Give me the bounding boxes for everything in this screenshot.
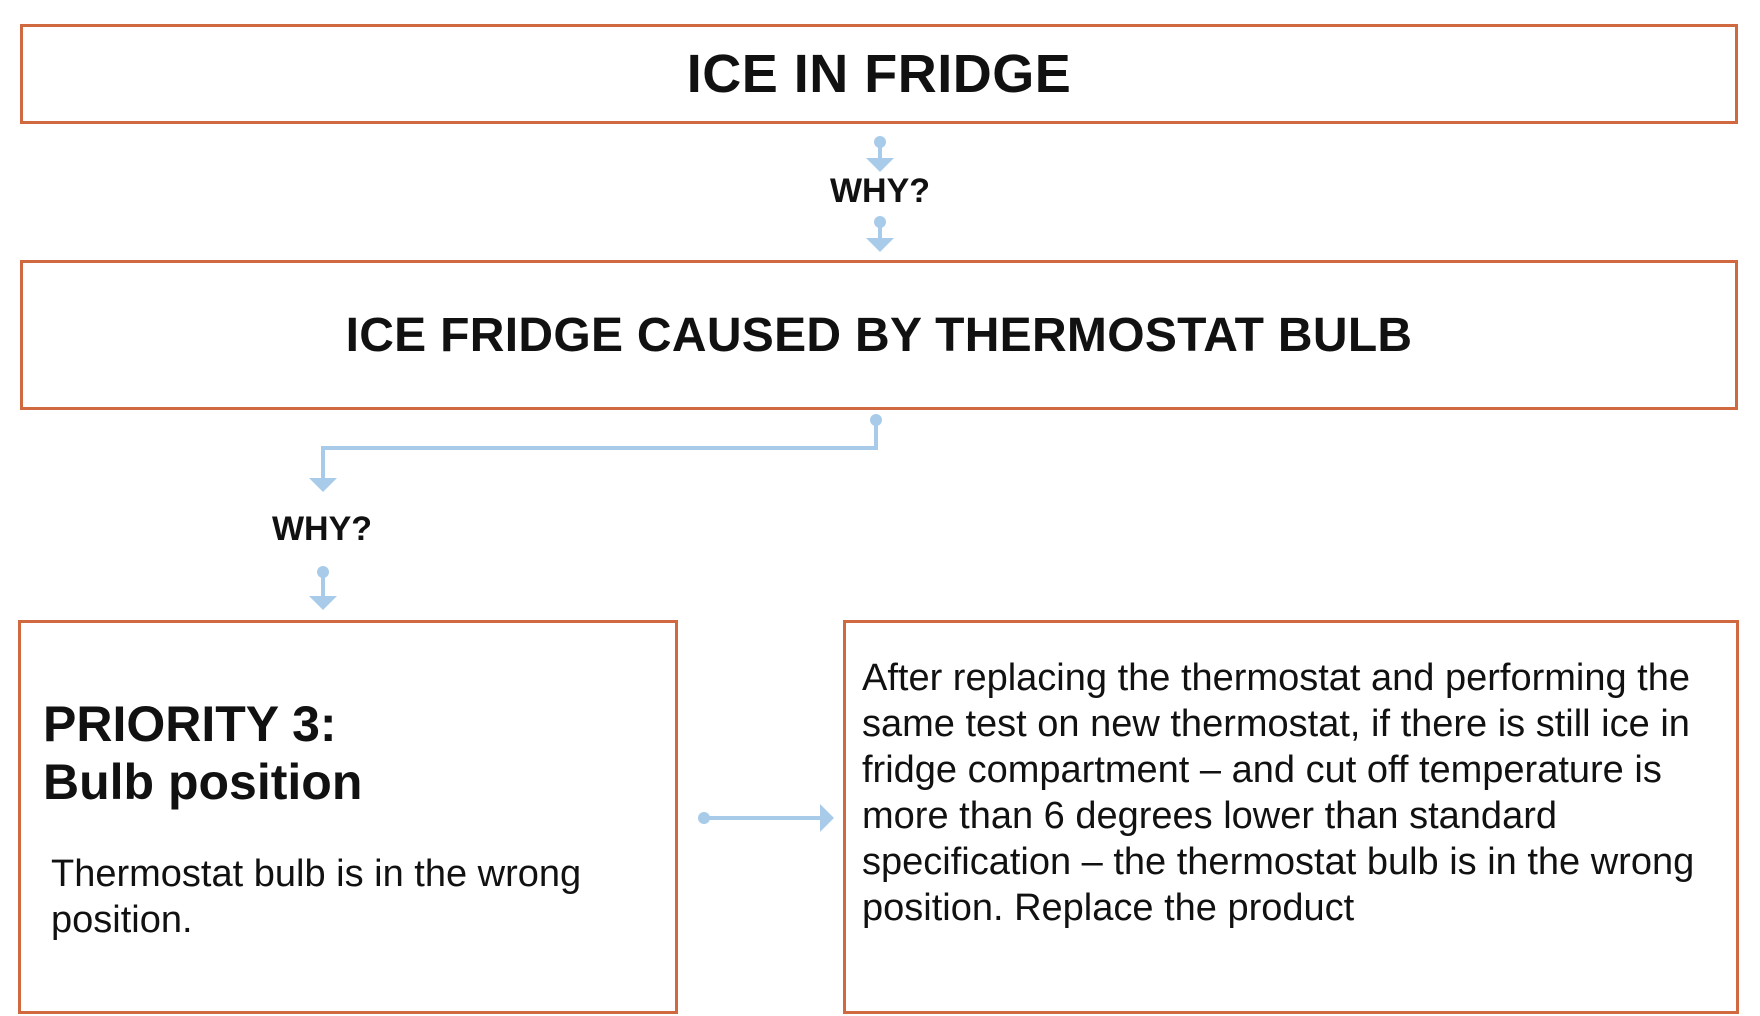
action-description: After replacing the thermostat and performing the same test on new thermostat, if there is still ice in fridge compartment – and cut off temperature is more than 6 degrees lower than standard specification – the thermostat bulb is in the wrong position. Replace the product	[862, 657, 1695, 929]
connector-priority-to-action	[698, 804, 834, 832]
problem-box	[20, 24, 1738, 124]
why-label-2: WHY?	[271, 510, 373, 548]
priority-heading-line2: Bulb position	[43, 754, 363, 810]
why-label-1: WHY?	[829, 172, 931, 210]
action-box	[843, 620, 1739, 1014]
connector-why1-to-cause	[866, 216, 894, 252]
priority-heading	[43, 695, 362, 811]
problem-title: ICE IN FRIDGE	[686, 44, 1072, 104]
connector-top-to-why1	[866, 136, 894, 172]
connector-why2-to-priority	[309, 566, 337, 610]
cause-box	[20, 260, 1738, 410]
priority-heading-line1: PRIORITY 3:	[43, 696, 337, 752]
cause-title: ICE FRIDGE CAUSED BY THERMOSTAT BULB	[345, 308, 1413, 362]
priority-description: Thermostat bulb is in the wrong position.	[51, 853, 582, 941]
priority-box	[18, 620, 678, 1014]
connector-cause-to-why2	[309, 414, 882, 492]
